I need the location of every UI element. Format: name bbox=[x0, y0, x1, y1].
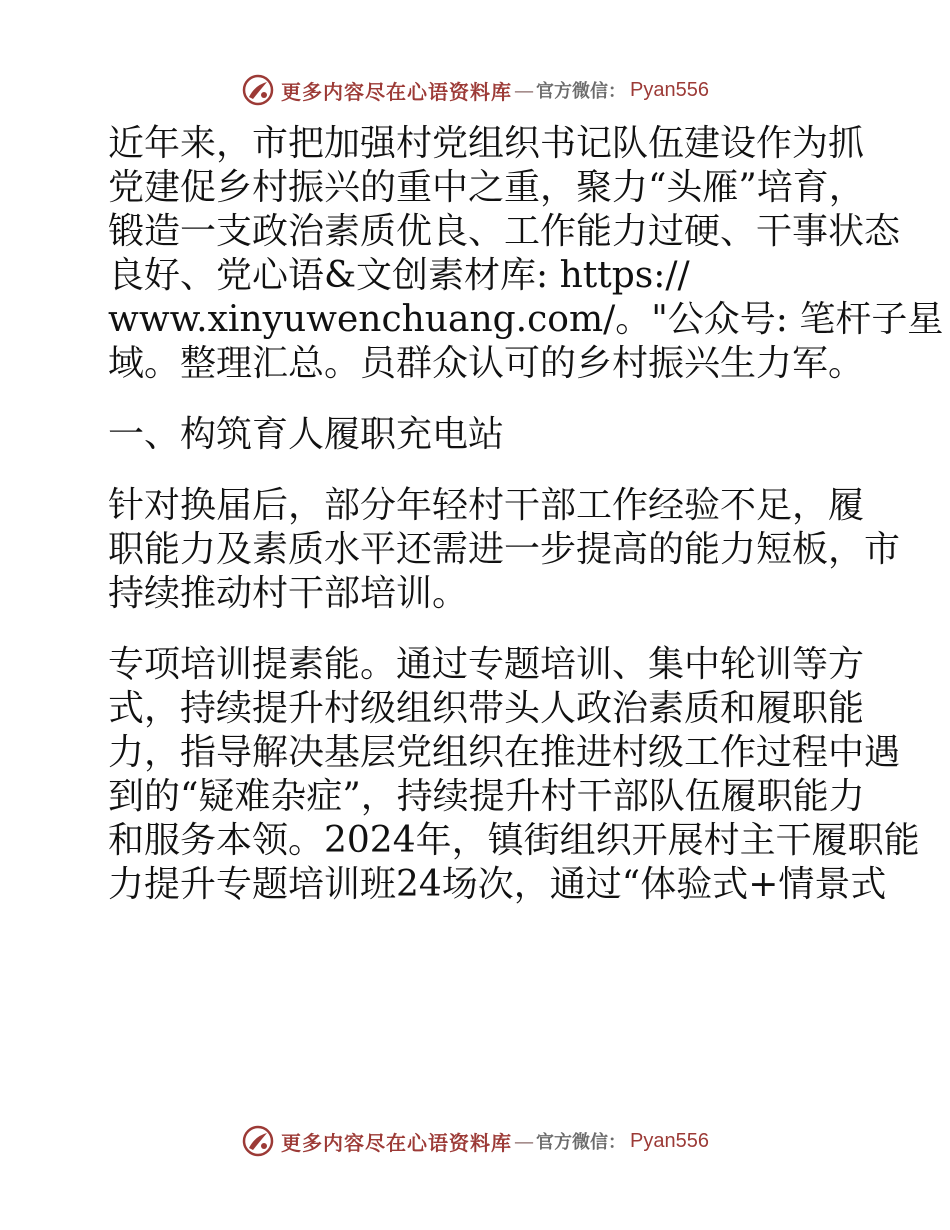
text-line: 专项培训提素能。通过专题培训、集中轮训等方 bbox=[108, 644, 865, 685]
text-line: 良好、党心语&文创素材库: https:// bbox=[108, 255, 690, 296]
text-line: 职能力及素质水平还需进一步提高的能力短板，市 bbox=[108, 529, 901, 570]
text-line: www.xinyuwenchuang.com/。"公众号: 笔杆子星 bbox=[108, 299, 944, 340]
text-line: 和服务本领。2024年，镇街组织开展村主干履职能 bbox=[108, 820, 920, 861]
header-dash: — bbox=[514, 78, 535, 102]
footer-contact-label: 官方微信： bbox=[536, 1132, 627, 1153]
text-line: 持续推动村干部培训。 bbox=[108, 573, 469, 614]
text-line: 力提升专题培训班24场次，通过“体验式+情景式 bbox=[108, 864, 887, 905]
brand-logo-icon bbox=[241, 1124, 275, 1158]
text-line: 到的“疑难杂症”，持续提升村干部队伍履职能力 bbox=[108, 776, 865, 817]
header-contact-label: 官方微信： bbox=[536, 81, 627, 102]
footer-title: 更多内容尽在心语资料库 bbox=[281, 1130, 513, 1155]
header-banner bbox=[0, 70, 950, 110]
footer-contact-value: Pyan556 bbox=[630, 1129, 709, 1152]
text-line: 域。整理汇总。员群众认可的乡村振兴生力军。 bbox=[108, 343, 865, 384]
text-line: 近年来，市把加强村党组织书记队伍建设作为抓 bbox=[108, 123, 865, 164]
text-line: 式，持续提升村级组织带头人政治素质和履职能 bbox=[108, 688, 865, 729]
section-heading bbox=[98, 413, 858, 457]
header-title: 更多内容尽在心语资料库 bbox=[281, 79, 513, 104]
footer-banner bbox=[0, 1121, 950, 1161]
text-line: 锻造一支政治素质优良、工作能力过硬、干事状态 bbox=[108, 211, 901, 252]
paragraph-intro bbox=[98, 122, 944, 386]
footer-dash: — bbox=[514, 1129, 535, 1153]
brand-logo-icon bbox=[241, 73, 275, 107]
text-line: 针对换届后，部分年轻村干部工作经验不足，履 bbox=[108, 485, 865, 526]
document-body bbox=[98, 122, 944, 934]
paragraph-training bbox=[98, 643, 920, 907]
text-line: 力，指导解决基层党组织在推进村级工作过程中遇 bbox=[108, 732, 901, 773]
header-contact-value: Pyan556 bbox=[630, 78, 709, 101]
paragraph-background bbox=[98, 484, 901, 616]
text-line: 党建促乡村振兴的重中之重，聚力“头雁”培育， bbox=[108, 167, 865, 208]
text-line: 一、构筑育人履职充电站 bbox=[108, 414, 505, 455]
